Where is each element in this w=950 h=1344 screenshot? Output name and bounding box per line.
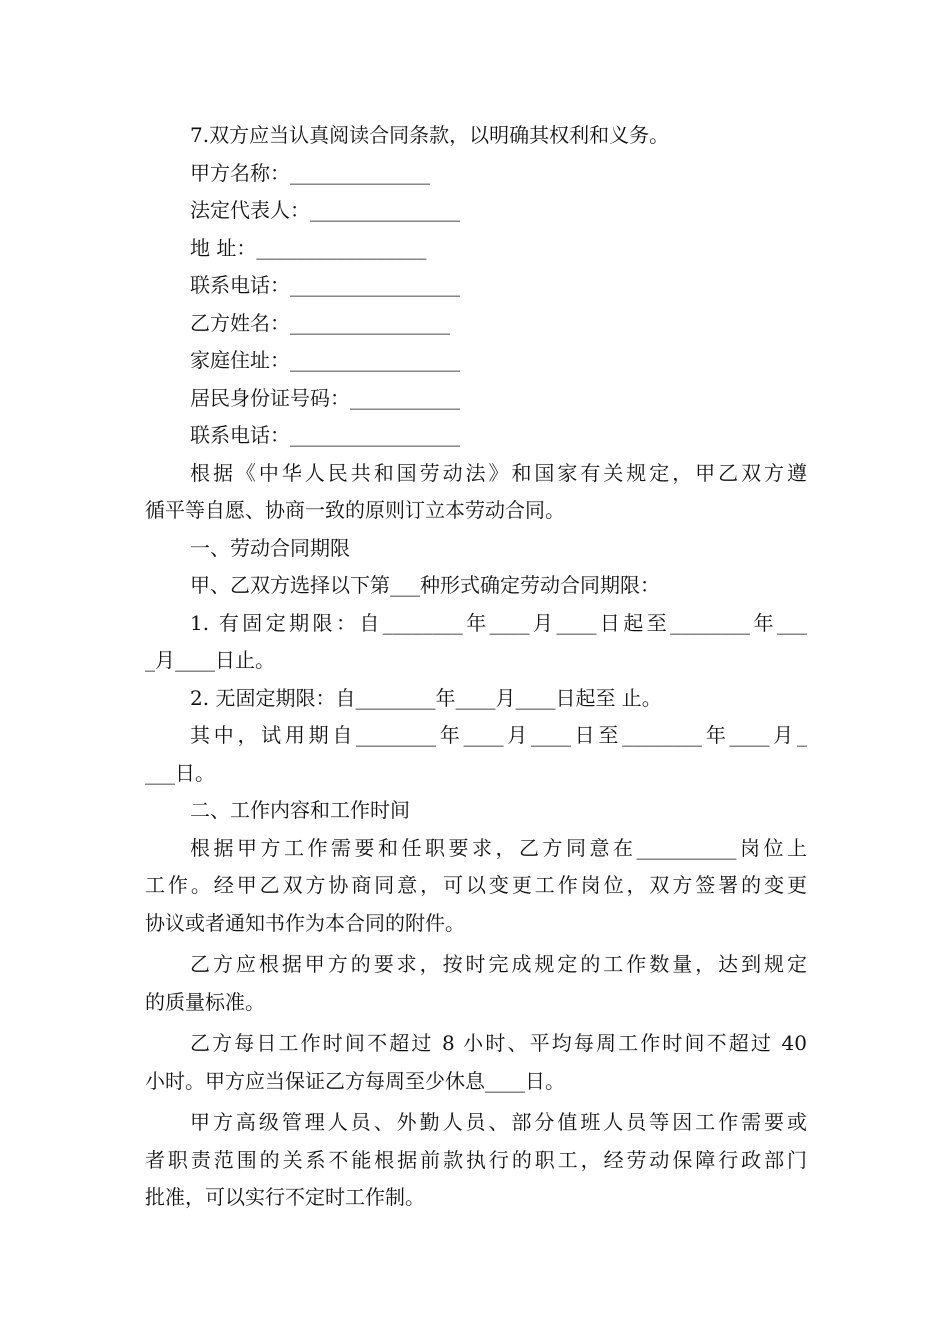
intro-line-1: 根据《中华人民共和国劳动法》和国家有关规定，甲乙双方遵 — [190, 460, 807, 485]
fixed-term-line-2: _月____日止。 — [145, 648, 275, 672]
party-a-phone-field: 联系电话：_________________ — [190, 273, 460, 297]
probation-line-1: 其中，试用期自________年____月____日至________年____月_ — [190, 723, 807, 747]
quality-line-1: 乙方应根据甲方的要求，按时完成规定的工作数量，达到规定 — [190, 952, 807, 976]
section-1-title: 一、劳动合同期限 — [190, 535, 350, 560]
intro-line-2: 循平等自愿、协商一致的原则订立本劳动合同。 — [145, 498, 565, 522]
address-field: 地 址：_________________ — [190, 235, 427, 260]
work-content-line-1: 根据甲方工作需要和任职要求，乙方同意在__________岗位上 — [190, 835, 807, 860]
hours-paragraph — [145, 1025, 807, 1100]
id-number-field: 居民身份证号码：___________ — [190, 385, 460, 410]
fixed-term-line-1: 1. 有固定期限：自________年____月____日起至________年___ — [190, 610, 807, 635]
home-address-field: 家庭住址：_________________ — [190, 348, 460, 372]
irregular-line-3: 批准，可以实行不定时工作制。 — [145, 1185, 425, 1209]
section-2-title: 二、工作内容和工作时间 — [190, 798, 410, 822]
legal-representative-field: 法定代表人：_______________ — [190, 198, 460, 222]
section-1-choose: 甲、乙双方选择以下第___种形式确定劳动合同期限： — [190, 573, 660, 597]
quality-line-2: 的质量标准。 — [145, 989, 265, 1014]
document-page — [145, 117, 807, 1217]
party-a-name-field: 甲方名称：______________ — [190, 160, 430, 185]
work-content-line-3: 协议或者通知书作为本合同的附件。 — [145, 910, 465, 935]
work-content-paragraph — [145, 830, 807, 943]
quality-paragraph — [145, 946, 807, 1021]
intro-paragraph — [145, 455, 807, 530]
probation-paragraph — [145, 717, 807, 792]
open-term-line: 2. 无固定期限：自________年____月____日起至 止。 — [190, 685, 662, 710]
fixed-term-paragraph — [145, 605, 807, 680]
irregular-line-2: 者职责范围的关系不能根据前款执行的职工，经劳动保障行政部门 — [145, 1147, 807, 1172]
irregular-hours-paragraph — [145, 1104, 807, 1217]
party-b-name-field: 乙方姓名：________________ — [190, 310, 450, 335]
irregular-line-1: 甲方高级管理人员、外勤人员、部分值班人员等因工作需要或 — [190, 1110, 807, 1134]
party-b-phone-field: 联系电话：_________________ — [190, 423, 460, 447]
clause-7-line: 7.双方应当认真阅读合同条款，以明确其权利和义务。 — [190, 123, 670, 147]
hours-line-1: 乙方每日工作时间不超过 8 小时、平均每周工作时间不超过 40 — [190, 1031, 807, 1055]
hours-line-2: 小时。甲方应当保证乙方每周至少休息____日。 — [145, 1068, 565, 1093]
work-content-line-2: 工作。经甲乙双方协商同意，可以变更工作岗位，双方签署的变更 — [145, 873, 807, 897]
probation-line-2: ___日。 — [145, 760, 215, 785]
